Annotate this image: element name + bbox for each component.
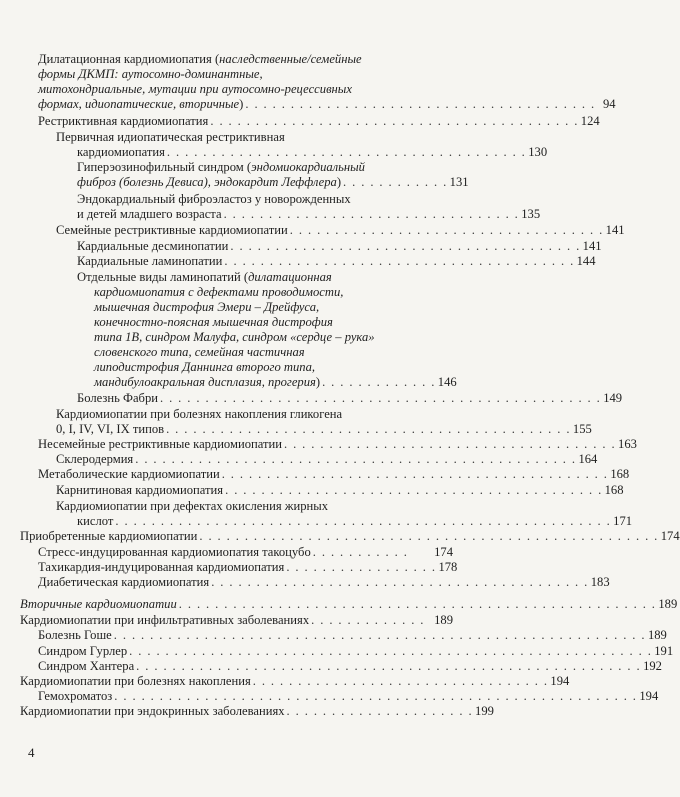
toc-entry-line: Отдельные виды ламинопатий (дилатационная bbox=[77, 270, 332, 284]
toc-entry-hurler[interactable]: Синдром Гурлер . . . . . . . . . . . . . . . . . . . . . . . . . . . . . . . . . . . . . . . . . . . . . . . . . . . . . . . . . . 191 bbox=[38, 644, 674, 658]
toc-entry-line: Кардиомиопатии при болезнях накопления гликогена bbox=[56, 407, 343, 421]
toc-entry-line: липодистрофия Даннинга второго типа, bbox=[94, 360, 316, 374]
page-number: 174 bbox=[434, 545, 453, 559]
toc-entry-fibroelastosis[interactable]: и детей младшего возраста . . . . . . . . . . . . . . . . . . . . . . . . . . . . . . . . . 135 bbox=[77, 207, 541, 221]
toc-entry-laminopathies[interactable]: Кардиальные ламинопатии . . . . . . . . . . . . . . . . . . . . . . . . . . . . . . . . . . . . . . . 144 bbox=[77, 254, 596, 268]
page-number: 168 bbox=[604, 483, 624, 497]
toc-entry-endocrine[interactable]: Кардиомиопатии при эндокринных заболеваниях . . . . . . . . . . . . . . . . . . . . . 199 bbox=[20, 704, 494, 718]
page-number: 178 bbox=[438, 560, 458, 574]
toc-entry-line: кардиомиопатия с дефектами проводимости, bbox=[94, 285, 344, 299]
toc-entry-line: мышечная дистрофия Эмери – Дрейфуса, bbox=[94, 300, 320, 314]
toc-entry-nonfamilial[interactable]: Несемейные рестриктивные кардиомиопатии . . . . . . . . . . . . . . . . . . . . . . . . . . . . . . . . . . . . . 163 bbox=[38, 437, 637, 451]
leader-dots: . . . . . . . . . . . . . . . . . . . . . . . . . . . . . . . . . . . . . . . . . . . . . bbox=[166, 422, 571, 436]
leader-dots: . . . . . . . . . . . . . . . . . . . . . . . . . . . . . . . . . . . . . . . . . bbox=[210, 114, 579, 128]
leader-dots: . . . . . . . . . . . . . . . . . . . . . . . . . . . . . . . . . . . . . . . . . . . . . . . . . . . . . . . . . . bbox=[129, 644, 653, 658]
leader-dots: . . . . . . . . . . . . . . . . . . . . . . . . . . . . . . . . . bbox=[223, 207, 520, 221]
page-number: 164 bbox=[578, 452, 598, 466]
leader-dots: . . . . . . . . . . . . . . . . . . . . . . . . . . . . . . . . . . . . . . . . . . . . . . . . . . . . . . . . . . bbox=[114, 689, 638, 703]
leader-dots: . . . . . . . . . . . . . . . . . . . . . . . . . . . . . . . . . . . . . . . bbox=[245, 97, 596, 111]
toc-entry-desminopathies[interactable]: Кардиальные десминопатии . . . . . . . . . . . . . . . . . . . . . . . . . . . . . . . . . . . . . . . 141 bbox=[77, 239, 602, 253]
leader-dots: . . . . . . . . . . . . . . . . . . . . . . . . . . . . . . . . . . . . . . . . . . . . . . . . . . . . . bbox=[178, 597, 657, 611]
toc-entry-line: Первичная идиопатическая рестриктивная bbox=[56, 130, 285, 144]
leader-dots: . . . . . . . . . . . . . . . . . . . . . . . . . . . . . . . . . . . . . . . . bbox=[166, 145, 527, 159]
leader-dots: . . . . . . . . . . . . . . . . . . . . . . . . . . . . . . . . . . . . . . . . . . bbox=[211, 575, 589, 589]
toc-entry-storage[interactable]: Кардиомиопатии при болезнях накопления . . . . . . . . . . . . . . . . . . . . . . . . . . . . . . . . . 194 bbox=[20, 674, 570, 688]
page-number: 199 bbox=[475, 704, 494, 718]
toc-entry-fatty-acid[interactable]: кислот . . . . . . . . . . . . . . . . . . . . . . . . . . . . . . . . . . . . . . . . . . . . . . . . . . . . . . . 171 bbox=[77, 514, 633, 528]
toc-entry-hemochromatosis[interactable]: Гемохроматоз . . . . . . . . . . . . . . . . . . . . . . . . . . . . . . . . . . . . . . . . . . . . . . . . . . . . . . . . . . 194 bbox=[38, 689, 659, 703]
leader-dots: . . . . . . . . . . . . . bbox=[311, 613, 425, 627]
toc-entry-hypereosinophilic[interactable]: фиброз (болезнь Девиса), эндокардит Леффлера) . . . . . . . . . . . . 131 bbox=[77, 175, 469, 189]
leader-dots: . . . . . . . . . . . . . . . . . . . . . bbox=[286, 704, 474, 718]
page-number: 174 bbox=[660, 529, 680, 543]
toc-entry-line: Кардиомиопатии при дефектах окисления жирных bbox=[56, 499, 329, 513]
toc-entry-scleroderma[interactable]: Склеродермия . . . . . . . . . . . . . . . . . . . . . . . . . . . . . . . . . . . . . . . . . . . . . . . . . 164 bbox=[56, 452, 598, 466]
page-number: 189 bbox=[647, 628, 667, 642]
toc-entry-line: типа 1B, синдром Малуфа, синдром «сердце – рука» bbox=[94, 330, 375, 344]
page-number: 155 bbox=[572, 422, 592, 436]
leader-dots: . . . . . . . . . . . . . . . . . . . . . . . . . . . . . . . . . . . bbox=[289, 223, 604, 237]
toc-entry-fabry[interactable]: Болезнь Фабри . . . . . . . . . . . . . . . . . . . . . . . . . . . . . . . . . . . . . . . . . . . . . . . . . 149 bbox=[77, 391, 623, 405]
page-number: 168 bbox=[610, 467, 630, 481]
leader-dots: . . . . . . . . . . . . . . . . . . . . . . . . . . . . . . . . . . . . . . . . . . bbox=[225, 483, 603, 497]
toc-entry-infiltrative[interactable]: Кардиомиопатии при инфильтративных заболеваниях . . . . . . . . . . . . . 189 bbox=[20, 613, 453, 627]
page-number: 189 bbox=[434, 613, 453, 627]
toc-entry-restrictive[interactable]: Рестриктивная кардиомиопатия . . . . . . . . . . . . . . . . . . . . . . . . . . . . . . . . . . . . . . . . . 124 bbox=[38, 114, 600, 128]
toc-entry-secondary[interactable]: Вторичные кардиомиопатии . . . . . . . . . . . . . . . . . . . . . . . . . . . . . . . . . . . . . . . . . . . . . . . . . . . . . 189 bbox=[20, 597, 678, 611]
page-number: 192 bbox=[643, 659, 662, 673]
page-number: 163 bbox=[618, 437, 637, 451]
toc-entry-gaucher[interactable]: Болезнь Гоше . . . . . . . . . . . . . . . . . . . . . . . . . . . . . . . . . . . . . . . . . . . . . . . . . . . . . . . . . . . 189 bbox=[38, 628, 667, 642]
leader-dots: . . . . . . . . . . . . . bbox=[322, 375, 436, 389]
toc-entry-acquired[interactable]: Приобретенные кардиомиопатии . . . . . . . . . . . . . . . . . . . . . . . . . . . . . . . . . . . . . . . . . . . . . . . . . . . 174 bbox=[20, 529, 680, 543]
leader-dots: . . . . . . . . . . . . . . . . . . . . . . . . . . . . . . . . . . . . . . . . . . . . . . . . . bbox=[159, 391, 602, 405]
leader-dots: . . . . . . . . . . . . . . . . . . . . . . . . . . . . . . . . . bbox=[252, 674, 549, 688]
toc-entry-diabetic[interactable]: Диабетическая кардиомиопатия . . . . . . . . . . . . . . . . . . . . . . . . . . . . . . . . . . . . . . . . . . 183 bbox=[38, 575, 610, 589]
toc-entry-tachycardia[interactable]: Тахикардия-индуцированная кардиомиопатия . . . . . . . . . . . . . . . . . 178 bbox=[38, 560, 458, 574]
page-number: 149 bbox=[603, 391, 623, 405]
page-number: 94 bbox=[602, 97, 616, 111]
toc-entry-line: Дилатационная кардиомиопатия (наследственные/семейные bbox=[38, 52, 362, 66]
leader-dots: . . . . . . . . . . . . . . . . . . . . . . . . . . . . . . . . . . . . . . . . . . . . . . . . . . . . . . . . bbox=[136, 659, 642, 673]
toc-entry-metabolic[interactable]: Метаболические кардиомиопатии . . . . . . . . . . . . . . . . . . . . . . . . . . . . . . . . . . . . . . . . . . . 168 bbox=[38, 467, 630, 481]
page-number: 135 bbox=[521, 207, 541, 221]
page-number-footer: 4 bbox=[28, 745, 35, 760]
page-number: 141 bbox=[582, 239, 602, 253]
toc-entry-primary-idiopathic[interactable]: кардиомиопатия . . . . . . . . . . . . . . . . . . . . . . . . . . . . . . . . . . . . . . . . 130 bbox=[77, 145, 548, 159]
toc-entry-carnitine[interactable]: Карнитиновая кардиомиопатия . . . . . . . . . . . . . . . . . . . . . . . . . . . . . . . . . . . . . . . . . . 168 bbox=[56, 483, 624, 497]
leader-dots: . . . . . . . . . . . . . . . . . . . . . . . . . . . . . . . . . . . . . . . . . . . . . . . . . . . . . . . . . . . bbox=[113, 628, 646, 642]
toc-entry-hunter[interactable]: Синдром Хантера . . . . . . . . . . . . . . . . . . . . . . . . . . . . . . . . . . . . . . . . . . . . . . . . . . . . . . . . 192 bbox=[38, 659, 662, 673]
page-number: 191 bbox=[654, 644, 674, 658]
page-number: 146 bbox=[437, 375, 457, 389]
toc-entry-line: словенского типа, семейная частичная bbox=[94, 345, 305, 359]
page-number: 194 bbox=[550, 674, 570, 688]
page-number: 124 bbox=[580, 114, 600, 128]
page-number: 194 bbox=[639, 689, 659, 703]
page-number: 141 bbox=[605, 223, 625, 237]
page-number: 189 bbox=[658, 597, 678, 611]
toc-entry-dkmp[interactable]: формах, идиопатические, вторичные) . . . . . . . . . . . . . . . . . . . . . . . . . . . . . . . . . . . . . . . 94 bbox=[38, 97, 616, 111]
leader-dots: . . . . . . . . . . . . . . . . . . . . . . . . . . . . . . . . . . . . . . . bbox=[230, 239, 581, 253]
leader-dots: . . . . . . . . . . . . bbox=[343, 175, 448, 189]
leader-dots: . . . . . . . . . . . bbox=[312, 545, 409, 559]
page-number: 171 bbox=[613, 514, 633, 528]
toc-entry-familial-restrictive[interactable]: Семейные рестриктивные кардиомиопатии . . . . . . . . . . . . . . . . . . . . . . . . . . . . . . . . . . . 141 bbox=[56, 223, 625, 237]
toc-entry-takotsubo[interactable]: Стресс-индуцированная кардиомиопатия такоцубо . . . . . . . . . . . 174 bbox=[38, 545, 453, 559]
leader-dots: . . . . . . . . . . . . . . . . . . . . . . . . . . . . . . . . . . . . . . . . . . . . . . . . . . . bbox=[199, 529, 659, 543]
toc-entry-line: митохондриальные, мутации при аутосомно-рецессивных bbox=[38, 82, 352, 96]
leader-dots: . . . . . . . . . . . . . . . . . . . . . . . . . . . . . . . . . . . . . bbox=[283, 437, 617, 451]
page-number: 144 bbox=[576, 254, 596, 268]
page-number: 130 bbox=[528, 145, 548, 159]
toc-entry-laminopathy-types[interactable]: мандибулоакральная дисплазия, прогерия) . . . . . . . . . . . . . 146 bbox=[94, 375, 457, 389]
page-number: 183 bbox=[590, 575, 610, 589]
leader-dots: . . . . . . . . . . . . . . . . . . . . . . . . . . . . . . . . . . . . . . . bbox=[224, 254, 575, 268]
toc-entry-line: Эндокардиальный фиброэластоз у новорожденных bbox=[77, 192, 351, 206]
toc-entry-line: Гиперэозинофильный синдром (эндомиокардиальный bbox=[77, 160, 365, 174]
page-number: 131 bbox=[449, 175, 469, 189]
toc-entry-glycogen[interactable]: 0, I, IV, VI, IX типов . . . . . . . . . . . . . . . . . . . . . . . . . . . . . . . . . . . . . . . . . . . . . 155 bbox=[56, 422, 592, 436]
toc-entry-line: конечностно-поясная мышечная дистрофия bbox=[94, 315, 333, 329]
leader-dots: . . . . . . . . . . . . . . . . . . . . . . . . . . . . . . . . . . . . . . . . . . . bbox=[221, 467, 609, 481]
leader-dots: . . . . . . . . . . . . . . . . . . . . . . . . . . . . . . . . . . . . . . . . . . . . . . . . . . . . . . . bbox=[115, 514, 612, 528]
leader-dots: . . . . . . . . . . . . . . . . . . . . . . . . . . . . . . . . . . . . . . . . . . . . . . . . . bbox=[135, 452, 577, 466]
toc-entry-line: формы ДКМП: аутосомно-доминантные, bbox=[38, 67, 263, 81]
leader-dots: . . . . . . . . . . . . . . . . . bbox=[286, 560, 437, 574]
